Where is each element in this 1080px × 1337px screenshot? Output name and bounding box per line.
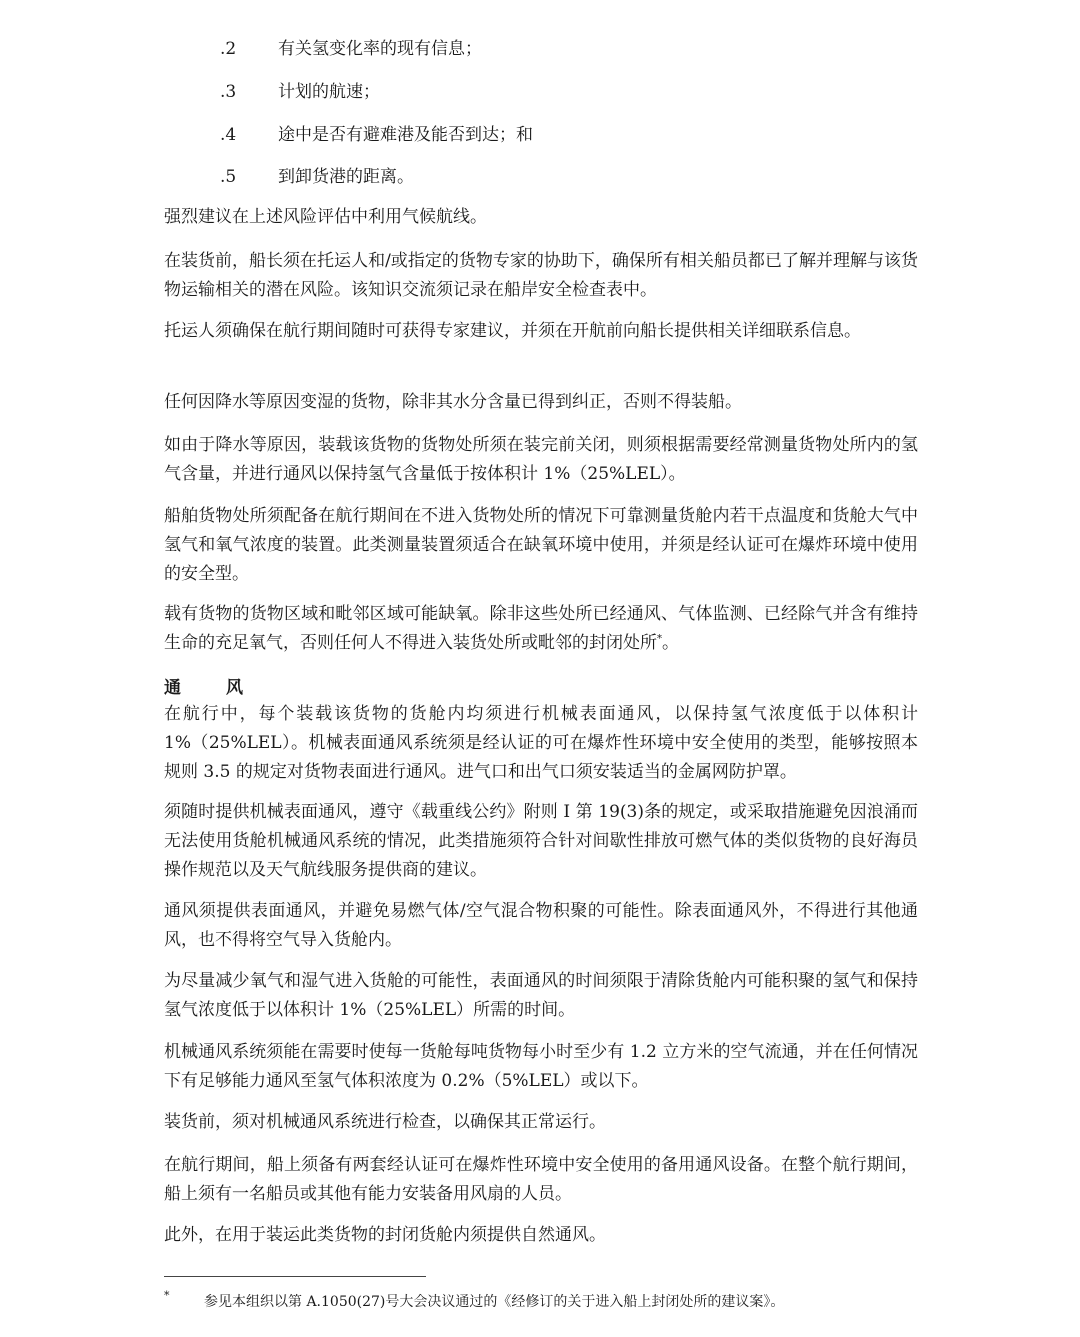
footnote [164,1289,924,1315]
list-item-number: .4 [220,125,237,145]
list-item-number: .2 [220,39,237,59]
list-item-number: .3 [220,82,237,102]
paragraph: 船舶货物处所须配备在航行期间在不进入货物处所的情况下可靠测量货舱内若干点温度和货舱大气中氢气和氧气浓度的装置。此类测量装置须适合在缺氧环境中使用，并须是经认证可在爆炸环境中使用的安全型。 [164,506,918,584]
list-item-text: 有关氢变化率的现有信息； [278,39,482,59]
footnote-reference: * [657,633,662,645]
paragraph: 如由于降水等原因，装载该货物的货物处所须在装完前关闭，则须根据需要经常测量货物处所内的氢气含量，并进行通风以保持氢气含量低于按体积计 1%（25%LEL）。 [164,435,918,484]
list-item-text: 途中是否有避难港及能否到达；和 [278,125,533,145]
list-item-text: 到卸货港的距离。 [278,167,414,187]
paragraph: 在航行中，每个装载该货物的货舱内均须进行机械表面通风，以保持氢气浓度低于以体积计 1%（25%LEL）。机械表面通风系统须是经认证的可在爆炸性环境中安全使用的类型，能够按照本规则 3.5 的规定对货物表面进行通风。进气口和出气口须安装适当的金属网防护罩。 [164,704,918,782]
paragraph: 须随时提供机械表面通风，遵守《载重线公约》附则 I 第 19(3)条的规定，或采取措施避免因浪涌而无法使用货舱机械通风系统的情况，此类措施须符合针对间歇性排放可燃气体的类似货物的良好海员操作规范以及天气航线服务提供商的建议。 [164,802,918,880]
footnote-divider [164,1276,426,1277]
paragraph: 任何因降水等原因变湿的货物，除非其水分含量已得到纠正，否则不得装船。 [164,392,742,412]
paragraph-with-footnote: 载有货物的货物区域和毗邻区域可能缺氧。除非这些处所已经通风、气体监测、已经除气并含有维持生命的充足氧气，否则任何人不得进入装货处所或毗邻的封闭处所*。 [164,604,918,653]
paragraph: 为尽量减少氧气和湿气进入货舱的可能性，表面通风的时间须限于清除货舱内可能积聚的氢气和保持氢气浓度低于以体积计 1%（25%LEL）所需的时间。 [164,971,918,1020]
paragraph: 此外，在用于装运此类货物的封闭货舱内须提供自然通风。 [164,1225,606,1245]
paragraph: 装货前，须对机械通风系统进行检查，以确保其正常运行。 [164,1112,606,1132]
footnote-mark: * [164,1289,170,1302]
paragraph: 机械通风系统须能在需要时使每一货舱每吨货物每小时至少有 1.2 立方米的空气流通，并在任何情况下有足够能力通风至氢气体积浓度为 0.2%（5%LEL）或以下。 [164,1042,918,1091]
paragraph: 强烈建议在上述风险评估中利用气候航线。 [164,207,487,227]
list-item-number: .5 [220,167,237,187]
paragraph: 在装货前，船长须在托运人和/或指定的货物专家的协助下，确保所有相关船员都已了解并理解与该货物运输相关的潜在风险。该知识交流须记录在船岸安全检查表中。 [164,251,918,300]
section-heading: 通风 [164,678,288,698]
list-item-text: 计划的航速； [278,82,380,102]
paragraph: 托运人须确保在航行期间随时可获得专家建议，并须在开航前向船长提供相关详细联系信息。 [164,321,861,341]
paragraph-text: 载有货物的货物区域和毗邻区域可能缺氧。除非这些处所已经通风、气体监测、已经除气并含有维持生命的充足氧气，否则任何人不得进入装货处所或毗邻的封闭处所 [164,604,918,653]
footnote-text: 参见本组织以第 A.1050(27)号大会决议通过的《经修订的关于进入船上封闭处所的建议案》。 [204,1294,785,1310]
paragraph: 通风须提供表面通风，并避免易燃气体/空气混合物积聚的可能性。除表面通风外，不得进行其他通风，也不得将空气导入货舱内。 [164,901,918,950]
paragraph: 在航行期间，船上须备有两套经认证可在爆炸性环境中安全使用的备用通风设备。在整个航行期间，船上须有一名船员或其他有能力安装备用风扇的人员。 [164,1155,918,1204]
